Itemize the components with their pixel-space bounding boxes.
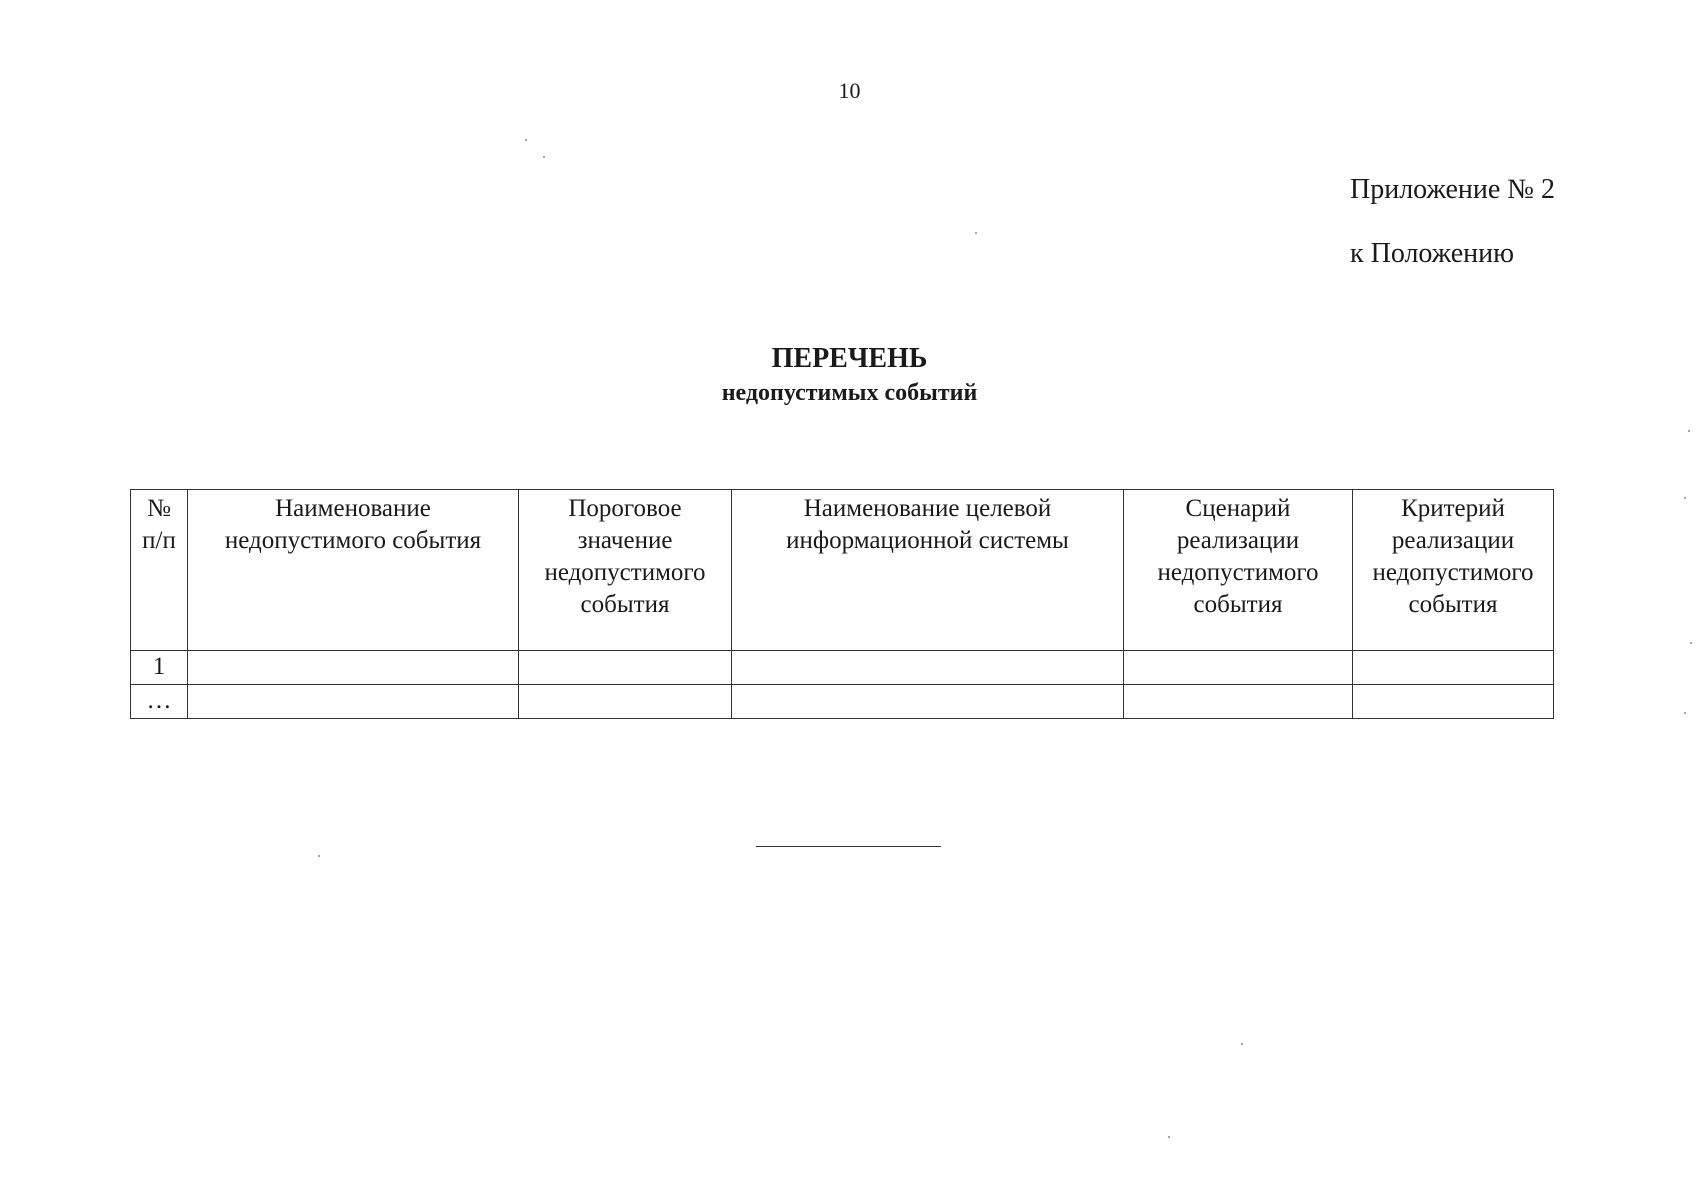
col-header-target-system: Наименование целевой информационной системы [732,490,1124,651]
table-cell [1124,685,1353,719]
scan-speck [318,855,320,857]
scan-speck [543,156,545,158]
footer-divider [756,846,941,847]
appendix-label: Приложение № 2 [1350,174,1555,205]
scan-speck [975,232,977,234]
table-cell [188,651,519,685]
col-header-scenario: Сценарий реализации недопустимого события [1124,490,1353,651]
scan-speck [1688,430,1690,432]
table-cell [1124,651,1353,685]
table-row [131,685,1554,719]
document-subtitle: недопустимых событий [721,380,978,406]
table-cell [1353,651,1554,685]
table-cell [519,651,732,685]
appendix-reference: к Положению [1350,238,1515,269]
col-header-number: № п/п [131,490,188,651]
scan-speck [525,139,527,141]
events-table [130,489,1554,719]
table-cell: … [131,685,188,719]
table-cell [732,651,1124,685]
col-header-threshold: Пороговое значение недопустимого события [519,490,732,651]
document-title: ПЕРЕЧЕНЬ [771,343,928,374]
table-cell: 1 [131,651,188,685]
table-cell [1353,685,1554,719]
table-cell [732,685,1124,719]
page-number: 10 [838,78,861,103]
table-header-row [131,490,1554,651]
scan-speck [1684,712,1686,714]
col-header-criterion: Критерий реализации недопустимого события [1353,490,1554,651]
scan-speck [1690,642,1692,644]
table-row [131,651,1554,685]
col-header-event-name: Наименование недопустимого события [188,490,519,651]
scan-speck [1241,1043,1243,1045]
table-cell [519,685,732,719]
table-cell [188,685,519,719]
scan-speck [1684,497,1686,499]
scan-speck [1168,1136,1170,1138]
